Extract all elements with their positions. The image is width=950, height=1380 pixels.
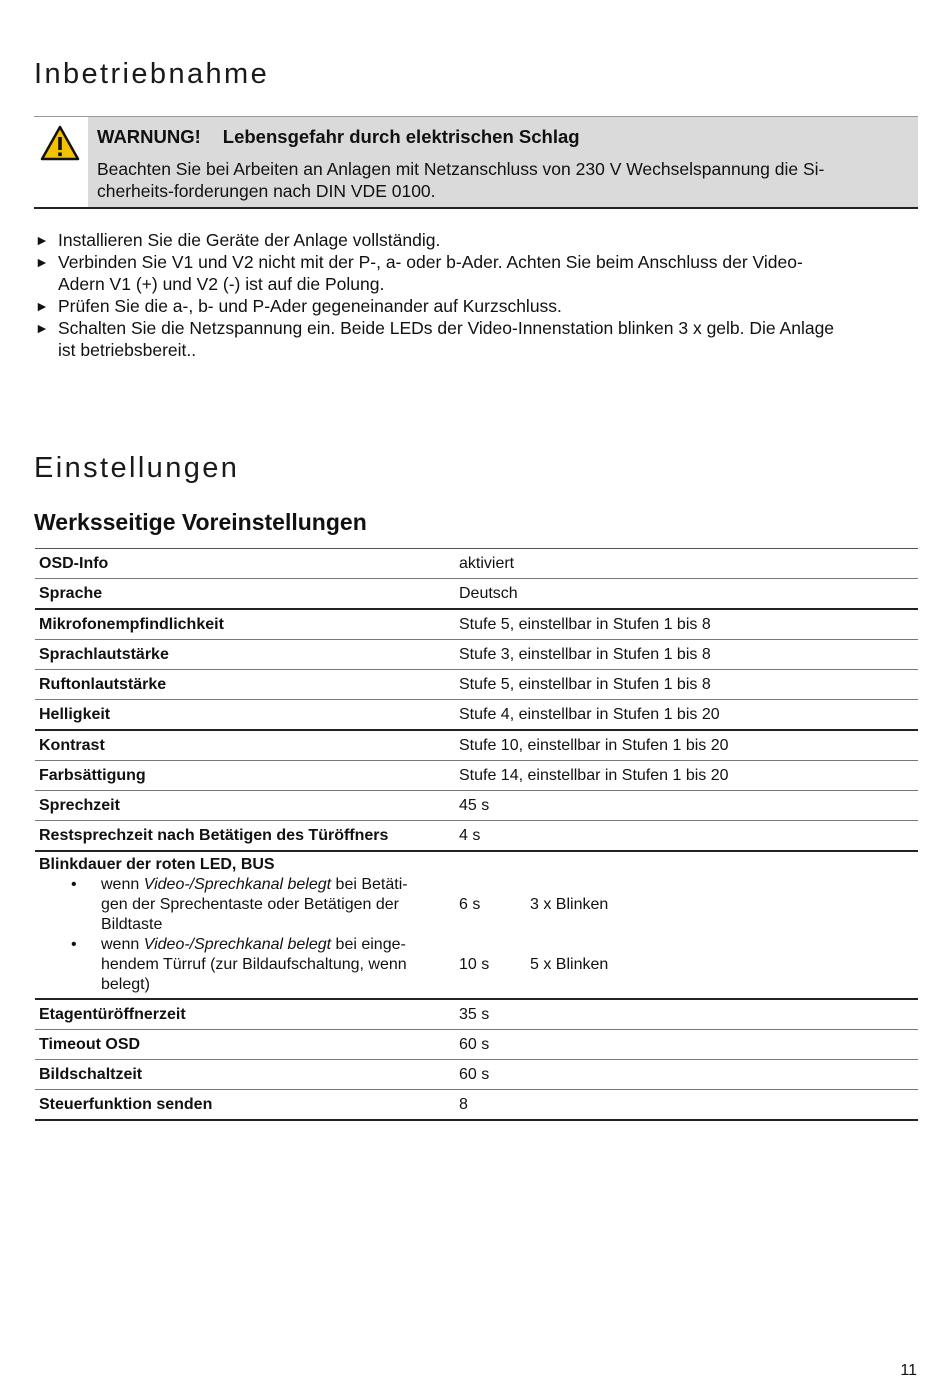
instruction-text: Installieren Sie die Geräte der Anlage vollständig.: [58, 230, 441, 250]
instruction-text: Verbinden Sie V1 und V2 nicht mit der P-, a- oder b-Ader. Achten Sie beim Anschluss der Video-: [58, 252, 803, 272]
setting-label: Sprache: [35, 579, 449, 610]
setting-value: Deutsch: [449, 579, 918, 610]
warning-text: [97, 158, 908, 202]
blink-subitem-line: gen der Sprechentaste oder Betätigen der: [101, 896, 399, 913]
blink-value-row: [459, 896, 914, 914]
instruction-item: [34, 251, 914, 295]
blink-subitem: [39, 935, 445, 995]
blink-subitem-line: hendem Türruf (zur Bildaufschaltung, wenn: [101, 956, 407, 973]
table-row: [35, 670, 918, 700]
page-number: 11: [900, 1362, 917, 1379]
setting-label: Kontrast: [35, 730, 449, 761]
blink-subitem-line: [101, 935, 445, 955]
instruction-list: [34, 229, 914, 361]
table-row: [35, 999, 918, 1030]
instruction-text: ist betriebsbereit..: [58, 340, 197, 360]
settings-table: [35, 548, 918, 1121]
instruction-item: [34, 295, 914, 317]
setting-value: Stufe 5, einstellbar in Stufen 1 bis 8: [449, 670, 918, 700]
setting-value: 35 s: [449, 999, 918, 1030]
warning-label: WARNUNG!: [97, 126, 201, 147]
table-row: [35, 549, 918, 579]
table-row-blink: [35, 851, 918, 999]
warning-text-line: Beachten Sie bei Arbeiten an Anlagen mit Netzanschluss von 230 V Wechselspannung die Si-: [97, 159, 825, 179]
setting-value: 60 s: [449, 1060, 918, 1090]
table-row: [35, 640, 918, 670]
setting-value: Stufe 14, einstellbar in Stufen 1 bis 20: [449, 761, 918, 791]
subsection-title: Werksseitige Voreinstellungen: [34, 509, 367, 535]
arrow-bullet-icon: ►: [35, 320, 49, 336]
setting-label: Farbsättigung: [35, 761, 449, 791]
blink-subitem-text: bei einge-: [331, 936, 406, 953]
instruction-text: Prüfen Sie die a-, b- und P-Ader gegeneinander auf Kurzschluss.: [58, 296, 562, 316]
setting-value: aktiviert: [449, 549, 918, 579]
blink-subitem-line: [101, 875, 445, 895]
table-row: [35, 700, 918, 731]
setting-value: 60 s: [449, 1030, 918, 1060]
setting-value: Stufe 3, einstellbar in Stufen 1 bis 8: [449, 640, 918, 670]
setting-value: Stufe 5, einstellbar in Stufen 1 bis 8: [449, 609, 918, 640]
setting-value: Stufe 10, einstellbar in Stufen 1 bis 20: [449, 730, 918, 761]
section-title-inbetriebnahme: Inbetriebnahme: [34, 58, 270, 90]
blink-value-row: [459, 956, 914, 974]
setting-label: OSD-Info: [35, 549, 449, 579]
instruction-item: [34, 317, 914, 361]
table-row: [35, 609, 918, 640]
blink-time: 10 s: [459, 956, 490, 973]
setting-label: Sprechzeit: [35, 791, 449, 821]
warning-title: Lebensgefahr durch elektrischen Schlag: [222, 126, 580, 147]
setting-value: 45 s: [449, 791, 918, 821]
setting-value: 8: [449, 1090, 918, 1121]
setting-label: Bildschaltzeit: [35, 1060, 449, 1090]
blink-subitem-emphasis: Video-/Sprechkanal belegt: [143, 876, 332, 893]
setting-value: Stufe 4, einstellbar in Stufen 1 bis 20: [449, 700, 918, 731]
blink-subitem-line: Bildtaste: [101, 916, 163, 933]
setting-label: Mikrofonempfindlichkeit: [35, 609, 449, 640]
warning-heading: [97, 125, 908, 149]
blink-cell: [35, 851, 449, 999]
blink-subitem-emphasis: Video-/Sprechkanal belegt: [143, 936, 332, 953]
table-row: [35, 1030, 918, 1060]
section-title-einstellungen: Einstellungen: [34, 452, 240, 484]
table-row: [35, 1060, 918, 1090]
blink-subitem-line: belegt): [101, 976, 150, 993]
list-dot-icon: •: [71, 876, 77, 893]
instruction-item: [34, 229, 914, 251]
instruction-text: Schalten Sie die Netzspannung ein. Beide LEDs der Video-Innenstation blinken 3 x gelb. Die Anlage: [58, 318, 835, 338]
setting-label: Blinkdauer der roten LED, BUS: [39, 856, 275, 873]
arrow-bullet-icon: ►: [35, 232, 49, 248]
arrow-bullet-icon: ►: [35, 254, 49, 270]
warning-content: [88, 117, 918, 207]
setting-label: Sprachlautstärke: [35, 640, 449, 670]
blink-count: 5 x Blinken: [530, 956, 609, 973]
warning-text-line: cherheits-forderungen nach DIN VDE 0100.: [97, 181, 436, 201]
table-row: [35, 1090, 918, 1121]
setting-label: Steuerfunktion senden: [35, 1090, 449, 1121]
blink-subitem-text: wenn: [101, 876, 144, 893]
blink-time: 6 s: [459, 896, 481, 913]
setting-label: Ruftonlautstärke: [35, 670, 449, 700]
blink-subitem-text: bei Betäti-: [331, 876, 408, 893]
arrow-bullet-icon: ►: [35, 298, 49, 314]
table-row: [35, 579, 918, 610]
table-row: [35, 821, 918, 852]
table-row: [35, 791, 918, 821]
warning-box: [34, 116, 918, 209]
setting-label: Etagentüröffnerzeit: [35, 999, 449, 1030]
table-row: [35, 730, 918, 761]
setting-label: Restsprechzeit nach Betätigen des Türöffners: [35, 821, 449, 852]
setting-label: Helligkeit: [35, 700, 449, 731]
blink-subitem-text: wenn: [101, 936, 144, 953]
blink-subitem: [39, 875, 445, 935]
setting-label: Timeout OSD: [35, 1030, 449, 1060]
warning-triangle-icon: [40, 125, 80, 161]
table-row: [35, 761, 918, 791]
setting-value: 4 s: [449, 821, 918, 852]
list-dot-icon: •: [71, 936, 77, 953]
blink-values: [449, 851, 918, 999]
instruction-text: Adern V1 (+) und V2 (-) ist auf die Polung.: [58, 274, 385, 294]
blink-count: 3 x Blinken: [530, 896, 609, 913]
